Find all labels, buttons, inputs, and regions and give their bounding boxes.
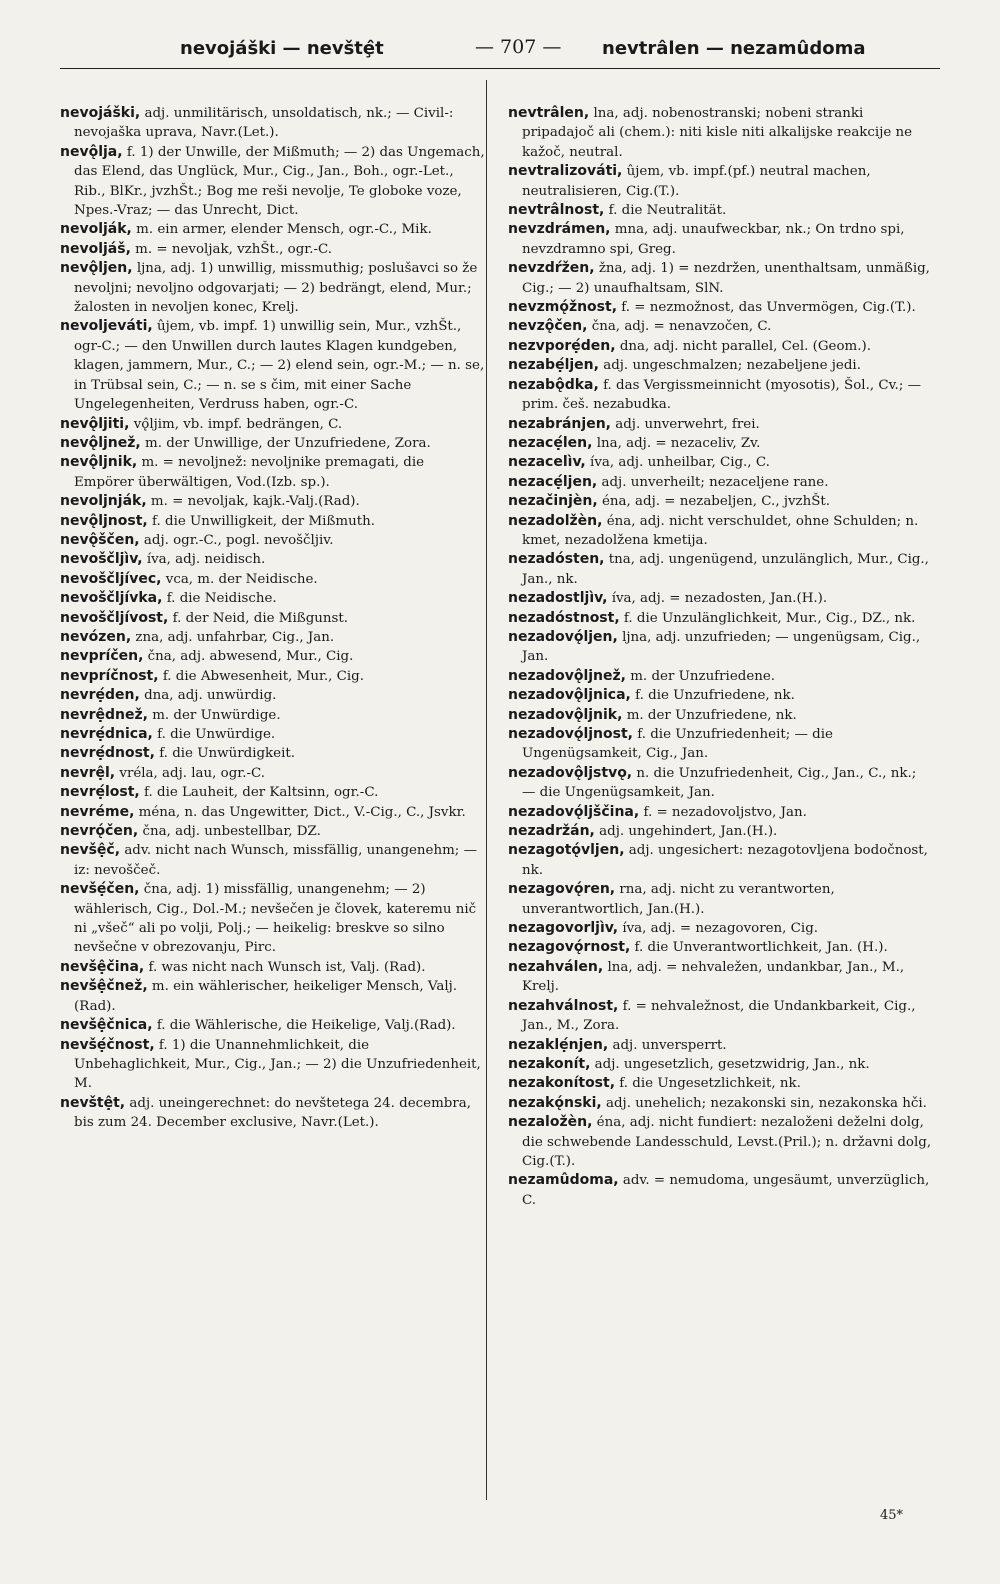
dictionary-entry [508, 706, 933, 725]
entry-headword: nevšẹ́čen, [60, 881, 140, 898]
entry-definition: f. die Unzufriedene, nk. [635, 688, 795, 704]
entry-headword: nevrẹ́lost, [60, 784, 140, 801]
dictionary-entry [508, 1036, 933, 1055]
entry-definition: dna, adj. unwürdig. [144, 688, 277, 704]
entry-headword: nezadovǫ̂ljnik, [508, 706, 623, 723]
dictionary-entry [508, 764, 933, 803]
dictionary-entry [60, 706, 485, 725]
dictionary-entry [508, 919, 933, 938]
entry-headword: nevšệčnica, [60, 1017, 153, 1034]
entry-definition: f. = nezadovoljstvo, Jan. [643, 804, 807, 820]
dictionary-entry [508, 667, 933, 686]
entry-headword: nezabǫ̂dka, [508, 376, 599, 393]
entry-headword: nevrẹ́dnost, [60, 745, 155, 762]
entry-headword: nezadovǫ́ljnost, [508, 726, 633, 742]
dictionary-entry [60, 686, 485, 705]
entry-definition: adj. unverheilt; nezaceljene rane. [601, 474, 829, 490]
dictionary-entry [508, 201, 933, 220]
entry-headword: nezacẹ́len, [508, 434, 593, 451]
entry-definition: čna, adj. unbestellbar, DZ. [142, 824, 321, 840]
entry-headword: nevtrâlen, [508, 105, 590, 121]
entry-definition: lna, adj. = nehvaležen, undankbar, Jan., M., Krelj. [522, 959, 905, 995]
entry-headword: nevtralizováti, [508, 163, 623, 180]
dictionary-entry [60, 977, 485, 1016]
dictionary-entry [508, 492, 933, 511]
entry-definition: tna, adj. ungenügend, unzulänglich, Mur., Cig., Jan., nk. [522, 552, 929, 587]
entry-headword: nezakǫ́nski, [508, 1094, 602, 1111]
entry-headword: nezagovǫ́ren, [508, 881, 616, 898]
entry-headword: nevǫ̂ljen, [60, 260, 133, 277]
dictionary-entry [60, 570, 485, 589]
entry-definition: vǫ̂ljim, vb. impf. bedrängen, C. [133, 416, 343, 432]
entry-headword: nevoljnják, [60, 493, 147, 510]
dictionary-entry [508, 628, 933, 667]
entry-headword: nezadržán, [508, 823, 595, 840]
entry-definition: čna, adj. 1) missfällig, unangenehm; — 2) wählerisch, Cig., Dol.-M.; nevšečen je človek, kateremu nič ni „všeč“ ali po volji, Polj.; — heikelig: breskve so silno nevšečne v obrezovanju, Pirc. [74, 882, 477, 956]
entry-definition: f. die Abwesenheit, Mur., Cig. [162, 668, 365, 684]
dictionary-entry [508, 686, 933, 705]
entry-definition: m. der Unwürdige. [152, 707, 281, 723]
entry-definition: f. die Ungesetzlichkeit, nk. [619, 1076, 801, 1092]
dictionary-entry [508, 1074, 933, 1093]
entry-definition: adj. unversperrt. [612, 1037, 727, 1053]
entry-definition: adj. ungehindert, Jan.(H.). [599, 824, 778, 840]
entry-headword: nevoščljívka, [60, 590, 163, 607]
entry-headword: nezahválen, [508, 958, 604, 975]
entry-definition: adj. ungesetzlich, gesetzwidrig, Jan., nk. [594, 1056, 870, 1072]
dictionary-entry [508, 997, 933, 1036]
entry-headword: nezacelìv, [508, 454, 586, 471]
dictionary-entry [60, 1016, 485, 1035]
dictionary-entry [60, 259, 485, 317]
dictionary-entry [508, 1094, 933, 1113]
entry-headword: nevzdŕžen, [508, 260, 595, 277]
entry-definition: m. = nevoljak, vzhŠt., ogr.-C. [135, 241, 333, 257]
entry-headword: nevoščljívost, [60, 609, 169, 626]
entry-headword: nevojáški, [60, 105, 141, 121]
dictionary-entry [508, 512, 933, 551]
entry-definition: adj. ogr.-C., pogl. nevoščljiv. [143, 532, 334, 548]
dictionary-entry [508, 104, 933, 162]
entry-headword: nezadovǫ̂ljnica, [508, 687, 631, 704]
entry-definition: lna, adj. nobenostranski; nobeni stranki pripadajoč ali (chem.): niti kisle niti alkalijske reakcije ne kažoč, neutral. [522, 106, 913, 160]
entry-definition: čna, adj. abwesend, Mur., Cig. [147, 649, 354, 665]
entry-headword: nevzǫ̂čen, [508, 318, 588, 335]
dictionary-entry [60, 1036, 485, 1094]
entry-definition: f. 1) der Unwille, der Mißmuth; — 2) das Ungemach, das Elend, das Unglück, Mur., Cig., Jan., Boh., ogr.-Let., Rib., BlKr., jvzhŠt.; Bog me reši nevolje, Te globoke voze, Npes.-Vraz; — das Unrecht, Dict. [74, 144, 485, 219]
dictionary-entry [508, 803, 933, 822]
entry-definition: f. die Neidische. [166, 591, 277, 607]
entry-definition: čna, adj. = nenavzočen, C. [591, 319, 772, 335]
entry-definition: f. = nezmožnost, das Unvermögen, Cig.(T.). [621, 300, 916, 316]
dictionary-entry [508, 162, 933, 201]
entry-definition: éna, adj. nicht fundiert: nezaloženi deželni dolg, die schwebende Landesschuld, Levst.(Pril.); n. državni dolg, Cig.(T.). [522, 1115, 932, 1169]
dictionary-entry [60, 453, 485, 492]
entry-definition: f. die Unwürdigkeit. [159, 746, 296, 762]
header-left-guideword: nevojáški — nevštȩ̂t [180, 38, 384, 59]
dictionary-entry [508, 550, 933, 589]
entry-headword: nevštệt, [60, 1094, 126, 1111]
entry-definition: m. der Unzufriedene, nk. [626, 707, 797, 723]
entry-headword: nevǫ̂ljnik, [60, 454, 138, 471]
entry-headword: nevzmǫ́žnost, [508, 299, 618, 316]
dictionary-entry [508, 880, 933, 919]
dictionary-entry [60, 550, 485, 569]
entry-definition: ména, n. das Ungewitter, Dict., V.-Cig., C., Jsvkr. [138, 804, 466, 820]
entry-definition: vréla, adj. lau, ogr.-C. [119, 765, 266, 781]
entry-definition: f. die Unwürdige. [157, 727, 276, 742]
entry-headword: nevrệdnež, [60, 706, 148, 723]
dictionary-entry [60, 764, 485, 783]
entry-headword: nezabránjen, [508, 415, 611, 432]
dictionary-entry [508, 356, 933, 375]
entry-definition: f. die Unverantwortlichkeit, Jan. (H.). [634, 940, 888, 956]
dictionary-entry [60, 1094, 485, 1133]
entry-headword: nevoljáš, [60, 240, 131, 257]
entry-definition: íva, adj. = nezadosten, Jan.(H.). [611, 591, 828, 607]
entry-definition: zna, adj. unfahrbar, Cig., Jan. [135, 629, 335, 645]
dictionary-entry [60, 667, 485, 686]
dictionary-entry [508, 841, 933, 880]
left-column [60, 104, 485, 1133]
dictionary-entry [60, 492, 485, 511]
entry-definition: f. was nicht nach Wunsch ist, Valj. (Rad). [148, 959, 426, 975]
entry-headword: nevoščljívec, [60, 570, 162, 587]
entry-definition: adj. unmilitärisch, unsoldatisch, nk.; — Civil-: nevojaška uprava, Navr.(Let.). [74, 106, 454, 141]
dictionary-entry [60, 240, 485, 259]
entry-headword: nezacẹ́ljen, [508, 473, 598, 490]
entry-headword: nevrệl, [60, 764, 116, 781]
entry-headword: nevšệčnež, [60, 978, 148, 995]
entry-definition: adj. uneingerechnet: do nevštetega 24. decembra, bis zum 24. December exclusive, Navr.(Let.). [74, 1095, 472, 1131]
entry-definition: m. der Unwillige, der Unzufriedene, Zora. [145, 435, 431, 451]
dictionary-entry [508, 958, 933, 997]
entry-headword: nevǫ̂lja, [60, 143, 123, 160]
dictionary-entry [60, 880, 485, 958]
dictionary-entry [508, 317, 933, 336]
entry-definition: adj. ungesichert: nezagotovljena bodočnost, nk. [522, 843, 928, 878]
dictionary-entry [60, 647, 485, 666]
entry-headword: nevšệč, [60, 842, 121, 859]
entry-headword: nevǫ̂ščen, [60, 531, 140, 548]
entry-definition: f. die Unzufriedenheit; — die Ungenügsamkeit, Cig., Jan. [522, 727, 833, 762]
entry-headword: nevšẹ́čnost, [60, 1036, 155, 1053]
entry-definition: adj. unehelich; nezakonski sin, nezakonska hči. [605, 1095, 927, 1111]
entry-headword: nevzdrámen, [508, 221, 611, 238]
dictionary-entry [60, 512, 485, 531]
dictionary-entry [60, 589, 485, 608]
entry-headword: nezadovǫ̂ljnež, [508, 667, 626, 684]
dictionary-entry [60, 744, 485, 763]
entry-headword: nevǫ̂ljnost, [60, 512, 148, 529]
dictionary-entry [60, 783, 485, 802]
entry-headword: nevoščljìv, [60, 551, 143, 568]
entry-headword: nezabẹ́ljen, [508, 357, 599, 374]
entry-definition: vca, m. der Neidische. [165, 571, 318, 587]
entry-definition: adv. = nemudoma, ungesäumt, unverzüglich, C. [522, 1173, 930, 1208]
entry-definition: éna, adj. = nezabeljen, C., jvzhŠt. [601, 494, 831, 510]
entry-definition: f. die Unzulänglichkeit, Mur., Cig., DZ., nk. [623, 610, 916, 626]
entry-headword: nevšệčina, [60, 958, 145, 975]
entry-headword: nezaklẹ́njen, [508, 1036, 609, 1053]
entry-definition: f. die Lauheit, der Kaltsinn, ogr.-C. [144, 785, 379, 801]
entry-headword: nevolják, [60, 221, 132, 238]
dictionary-entry [60, 317, 485, 414]
dictionary-entry [508, 434, 933, 453]
dictionary-entry [60, 841, 485, 880]
entry-headword: nezagovǫ́rnost, [508, 939, 631, 956]
signature-mark: 45* [880, 1508, 904, 1523]
dictionary-entry [508, 415, 933, 434]
dictionary-entry [60, 143, 485, 221]
entry-headword: nevpríčnost, [60, 667, 159, 684]
entry-definition: íva, adj. neidisch. [146, 552, 266, 568]
entry-headword: nevréme, [60, 803, 135, 820]
right-column [508, 104, 933, 1210]
entry-definition: ljna, adj. unzufrieden; — ungenügsam, Cig., Jan. [522, 629, 921, 665]
entry-headword: nezamûdoma, [508, 1172, 619, 1189]
dictionary-entry [60, 415, 485, 434]
entry-definition: f. die Unwilligkeit, der Mißmuth. [152, 513, 375, 529]
entry-headword: nevózen, [60, 628, 132, 645]
entry-headword: nezakonít, [508, 1055, 591, 1072]
dictionary-entry [60, 822, 485, 841]
entry-headword: nezadostljìv, [508, 590, 608, 607]
dictionary-entry [60, 531, 485, 550]
entry-headword: nezadovǫ́ljen, [508, 628, 618, 645]
column-divider [486, 80, 487, 1500]
dictionary-entry [60, 725, 485, 744]
header-right-guideword: nevtrâlen — nezamûdoma [602, 38, 866, 59]
entry-definition: adj. ungeschmalzen; nezabeljene jedi. [603, 358, 861, 374]
dictionary-entry [60, 803, 485, 822]
page-header [60, 38, 940, 66]
entry-definition: adj. unverwehrt, frei. [615, 416, 760, 432]
dictionary-entry [508, 259, 933, 298]
entry-definition: ljna, adj. 1) unwillig, missmuthig; poslušavci so že nevoljni; nevoljno odgovarjati; — 2) bedrängt, elend, Mur.; žalosten in nevoljen konec, Krelj. [74, 261, 478, 316]
entry-definition: mna, adj. unaufweckbar, nk.; On trdno spi, nevzdramno spi, Greg. [522, 222, 905, 257]
dictionary-entry [508, 938, 933, 957]
entry-definition: f. 1) die Unannehmlichkeit, die Unbehaglichkeit, Mur., Cig., Jan.; — 2) die Unzufriedenheit, M. [74, 1037, 481, 1092]
dictionary-entry [508, 1171, 933, 1210]
entry-headword: nezadovǫ̂ljstvǫ, [508, 764, 633, 781]
header-rule [60, 68, 940, 69]
dictionary-entry [60, 628, 485, 647]
entry-definition: f. = nehvaležnost, die Undankbarkeit, Cig., Jan., M., Zora. [522, 998, 916, 1034]
dictionary-entry [60, 609, 485, 628]
entry-headword: nezaložèn, [508, 1114, 593, 1131]
entry-definition: m. = nevoljnež: nevoljnike premagati, die Empörer überwältigen, Vod.(Izb. sp.). [74, 455, 425, 490]
entry-headword: nezadóstnost, [508, 609, 620, 626]
dictionary-entry [508, 725, 933, 764]
entry-headword: nezvporẹ́den, [508, 337, 616, 354]
dictionary-entry [508, 337, 933, 356]
dictionary-entry [508, 1055, 933, 1074]
entry-definition: ûjem, vb. impf. 1) unwillig sein, Mur., vzhŠt., ogr-C.; — den Unwillen durch lautes Klagen kundgeben, klagen, jammern, Mur., C.; — 2) elend sein, ogr.-M.; — n. se, in Trübsal sein, C.; — n. se s čim, mit einer Sache Ungelegenheiten, Verdruss haben, ogr.-C. [74, 319, 485, 413]
dictionary-entry [508, 609, 933, 628]
entry-headword: nevǫ̂ljnež, [60, 434, 141, 451]
entry-headword: nevrẹ́dnica, [60, 726, 153, 742]
entry-headword: nezačinjèn, [508, 493, 598, 510]
entry-headword: nevtrâlnost, [508, 202, 605, 219]
entry-definition: f. die Wählerische, die Heikelige, Valj.(Rad). [156, 1018, 456, 1034]
entry-definition: rna, adj. nicht zu verantworten, unverantwortlich, Jan.(H.). [522, 882, 835, 917]
entry-definition: éna, adj. nicht verschuldet, ohne Schulden; n. kmet, nezadolžena kmetija. [522, 513, 919, 548]
dictionary-entry [508, 453, 933, 472]
entry-headword: nevǫ̂ljiti, [60, 415, 130, 432]
entry-headword: nezagovorljìv, [508, 920, 619, 937]
dictionary-entry [508, 589, 933, 608]
entry-headword: nezakonítost, [508, 1075, 616, 1092]
entry-definition: f. der Neid, die Mißgunst. [172, 610, 349, 626]
dictionary-entry [508, 822, 933, 841]
entry-definition: íva, adj. = nezagovoren, Cig. [622, 921, 819, 937]
entry-headword: nezadolžèn, [508, 512, 603, 529]
entry-definition: f. das Vergissmeinnicht (myosotis), Šol., Cv.; — prim. češ. nezabudka. [522, 377, 921, 413]
entry-definition: f. die Neutralität. [608, 203, 727, 219]
entry-definition: lna, adj. = nezaceliv, Zv. [596, 435, 761, 451]
dictionary-entry [60, 958, 485, 977]
dictionary-entry [508, 298, 933, 317]
entry-headword: nevrǫ́čen, [60, 823, 139, 840]
page-number: — 707 — [475, 36, 562, 58]
entry-definition: íva, adj. unheilbar, Cig., C. [590, 455, 770, 471]
entry-definition: m. der Unzufriedene. [630, 668, 776, 684]
dictionary-entry [508, 376, 933, 415]
entry-headword: nezagotǫ́vljen, [508, 842, 625, 859]
entry-definition: ûjem, vb. impf.(pf.) neutral machen, neutralisieren, Cig.(T.). [522, 164, 871, 199]
entry-definition: m. = nevoljak, kajk.-Valj.(Rad). [150, 494, 360, 510]
entry-headword: nezadósten, [508, 551, 605, 568]
entry-definition: adv. nicht nach Wunsch, missfällig, unangenehm; — iz: nevoščeč. [74, 843, 477, 878]
entry-definition: m. ein wählerischer, heikeliger Mensch, Valj.(Rad). [74, 979, 458, 1014]
entry-definition: n. die Unzufriedenheit, Cig., Jan., C., nk.; — die Ungenügsamkeit, Jan. [522, 765, 917, 801]
entry-headword: nevrẹ́den, [60, 687, 140, 704]
entry-headword: nevpríčen, [60, 648, 144, 665]
entry-headword: nezadovǫ́ljščina, [508, 803, 640, 820]
entry-headword: nezahválnost, [508, 997, 619, 1014]
entry-definition: dna, adj. nicht parallel, Cel. (Geom.). [619, 338, 871, 354]
entry-headword: nevoljeváti, [60, 318, 153, 335]
dictionary-entry [508, 473, 933, 492]
dictionary-entry [508, 1113, 933, 1171]
entry-definition: žna, adj. 1) = nezdržen, unenthaltsam, unmäßig, Cig.; — 2) unaufhaltsam, SlN. [522, 261, 930, 296]
dictionary-entry [60, 434, 485, 453]
dictionary-entry [60, 220, 485, 239]
entry-definition: m. ein armer, elender Mensch, ogr.-C., Mik. [136, 222, 432, 238]
dictionary-entry [508, 220, 933, 259]
dictionary-entry [60, 104, 485, 143]
